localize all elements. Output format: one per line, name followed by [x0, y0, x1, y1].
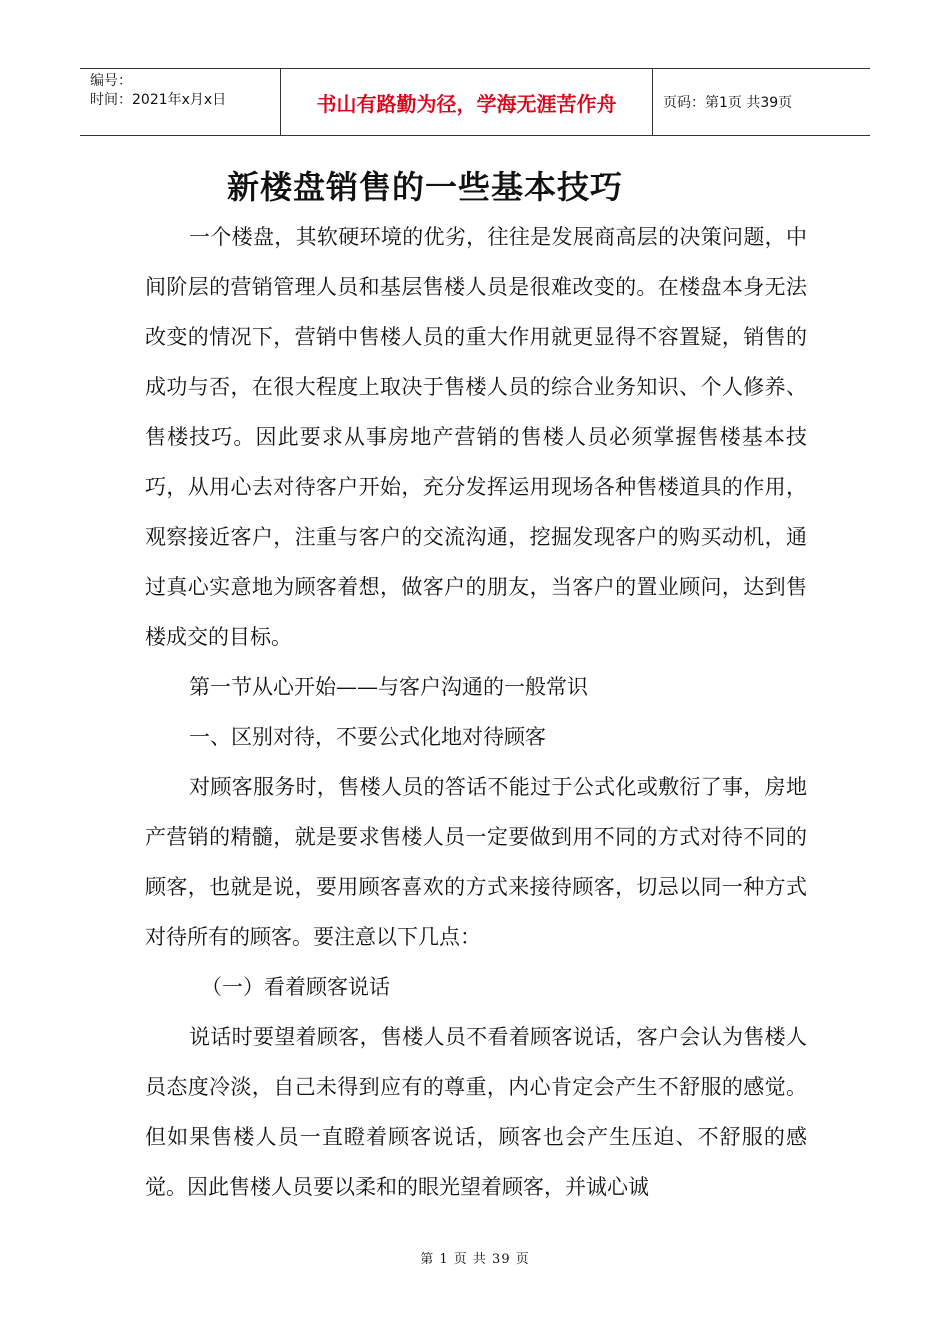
- document-title: 新楼盘销售的一些基本技巧: [226, 168, 623, 206]
- document-date: 时间：2021年x月x日: [90, 92, 227, 108]
- header-motto: 书山有路勤为径，学海无涯苦作舟: [281, 69, 653, 135]
- paragraph-eye-contact: 说话时要望着顾客，售楼人员不看着顾客说话，客户会认为售楼人员态度冷淡，自己未得到应有的尊重，内心肯定会产生不舒服的感觉。但如果售楼人员一直瞪着顾客说话，顾客也会产生压迫、不舒服的感觉。因此售楼人员要以柔和的眼光望着顾客，并诚心诚: [145, 1025, 807, 1199]
- paragraph-intro: 一个楼盘，其软硬环境的优劣，往往是发展商高层的决策问题，中间阶层的营销管理人员和基层售楼人员是很难改变的。在楼盘本身无法改变的情况下，营销中售楼人员的重大作用就更显得不容置疑，销售的成功与否，在很大程度上取决于售楼人员的综合业务知识、个人修养、售楼技巧。因此要求从事房地产营销的售楼人员必须掌握售楼基本技巧，从用心去对待客户开始，充分发挥运用现场各种售楼道具的作用，观察接近客户，注重与客户的交流沟通，挖掘发现客户的购买动机，通过真心实意地为顾客着想，做客户的朋友，当客户的置业顾问，达到售楼成交的目标。: [145, 225, 807, 649]
- section-heading: 第一节从心开始——与客户沟通的一般常识: [189, 675, 588, 699]
- page-header: [80, 68, 870, 136]
- document-body: [145, 212, 807, 1212]
- header-meta: [80, 69, 281, 135]
- header-page-info: 页码：第1页 共39页: [663, 95, 793, 111]
- page-footer: 第 1 页 共 39 页: [420, 1252, 530, 1267]
- subsection-heading: 一、区别对待，不要公式化地对待顾客: [189, 725, 546, 749]
- point-heading: （一）看着顾客说话: [201, 975, 390, 999]
- paragraph-service: 对顾客服务时，售楼人员的答话不能过于公式化或敷衍了事，房地产营销的精髓，就是要求售楼人员一定要做到用不同的方式对待不同的顾客，也就是说，要用顾客喜欢的方式来接待顾客，切忌以同一种方式对待所有的顾客。要注意以下几点：: [145, 775, 807, 949]
- document-number-label: 编号：: [90, 73, 132, 89]
